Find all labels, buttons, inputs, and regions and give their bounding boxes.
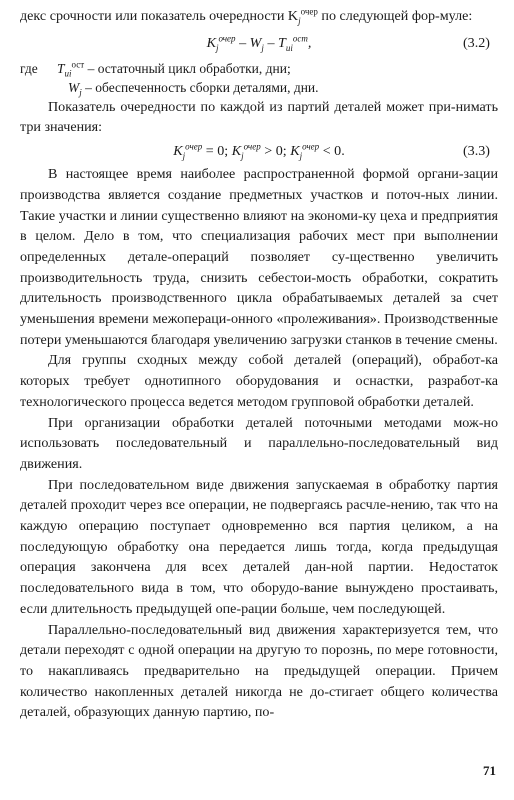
f2-k1-sup: очер — [185, 141, 203, 152]
paragraph-production-forms: В настоящее время наиболее распространенной формой органи-зации производства является создание предметных участков и поточ-ных линии. Такие участки и линии существенно влияют на экономи-ку цеха и предприятия в целом. Дело в том, что специализация рабочих мест при выполнении определенных детале-операций позволяет су-щественно увеличить производительность труда, снизить себестои-мость обработки, сократить длительность производственного цикла обрабатываемых деталей за счет уменьшения времени межопераци-онного «пролеживания». Производственные потери уменьшаются благодаря увеличению загрузки станков в течение смены. — [20, 166, 498, 348]
f2-k3-sub: j — [299, 150, 303, 161]
intro-sup: очер — [300, 6, 318, 17]
f2-r1: = 0; — [202, 143, 232, 160]
legend-line-w — [68, 78, 319, 97]
paragraph-sequential-movement: При последовательном виде движения запускаемая в обработку партия деталей проходит через все операции, не подвергаясь расчле-нению, так что на каждую операцию поступает одновременно вся партия целиком, а на последующую обработку она передается лишь тогда, когда предыдущая операция закончена для всех деталей дан-ной партии. Недостаток последовательного вида в том, что оборудо-вание вынуждено простаивать, если длительность предыдущей опе-рации больше, чем последующей. — [20, 476, 498, 617]
equation-number-3-2: (3.2) — [462, 34, 490, 51]
legend-line-t — [57, 59, 291, 78]
f2-k3-sup: очер — [302, 141, 320, 152]
f2-k2: K — [231, 143, 242, 160]
formula-k: K — [206, 34, 216, 51]
formula-w-sub: j — [261, 42, 264, 53]
intro-tail: по следующей фор-муле: — [317, 8, 473, 24]
formula-k-sub: j — [215, 42, 219, 53]
f2-k2-sup: очер — [243, 141, 261, 152]
paragraph-values: Показатель очередности по каждой из партий деталей может при-нимать три значения: — [20, 98, 498, 136]
paragraph-parallel-sequential: Параллельно-последовательный вид движения характеризуется тем, что детали переходят с одной операции на другую то порознь, по мере готовности, то накапливаясь предварительно на предыдущей операции. Причем количество накопленных деталей никогда не до-стигает общего количества деталей, образующих данную партию, по- — [20, 621, 498, 721]
legend-w-symbol: W — [68, 79, 80, 95]
f2-r3: < 0. — [319, 143, 345, 160]
paragraph-group-processing: Для группы сходных между собой деталей (операций), обработ-ка которых требует однотипного оборудования и оснастки, разработ-ка технологического процесса ведется методом групповой обработки деталей. — [20, 352, 498, 410]
legend-t-desc: – остаточный цикл обработки, дни; — [84, 60, 291, 76]
legend-t-sub: ui — [64, 68, 72, 79]
legend-t-symbol: T — [57, 60, 65, 76]
legend-w-desc: – обеспеченность сборки деталями, дни. — [81, 79, 319, 95]
equation-number-3-3: (3.3) — [462, 143, 490, 160]
f2-k3: K — [290, 143, 300, 160]
formula-3-3 — [20, 138, 498, 164]
formula-end: , — [307, 34, 312, 51]
legend-w-sub: j — [79, 87, 82, 98]
f2-r2: > 0; — [260, 143, 291, 160]
f2-k2-sub: j — [241, 150, 244, 161]
f2-k1: K — [173, 143, 183, 160]
formula-w: – W — [235, 34, 262, 51]
formula-legend — [20, 59, 498, 97]
formula-t-sup: ост — [292, 33, 308, 44]
formula-t-sub: ui — [285, 42, 293, 53]
formula-k-sup: очер — [218, 33, 236, 44]
intro-text: декс срочности или показатель очередности K — [20, 8, 299, 24]
formula-t: – T — [263, 34, 286, 51]
formula-3-2 — [20, 27, 498, 59]
legend-t-sup: ост — [71, 59, 85, 70]
page-number: 71 — [483, 763, 496, 778]
intro-sub: j — [298, 15, 301, 26]
paragraph-intro — [20, 6, 498, 27]
page-body — [20, 6, 498, 723]
paragraph-flow-methods: При организации обработки деталей поточными методами мож-но использовать последовательный и параллельно-последовательный вид движения. — [20, 414, 498, 472]
f2-k1-sub: j — [182, 150, 186, 161]
legend-label: где — [20, 60, 38, 76]
